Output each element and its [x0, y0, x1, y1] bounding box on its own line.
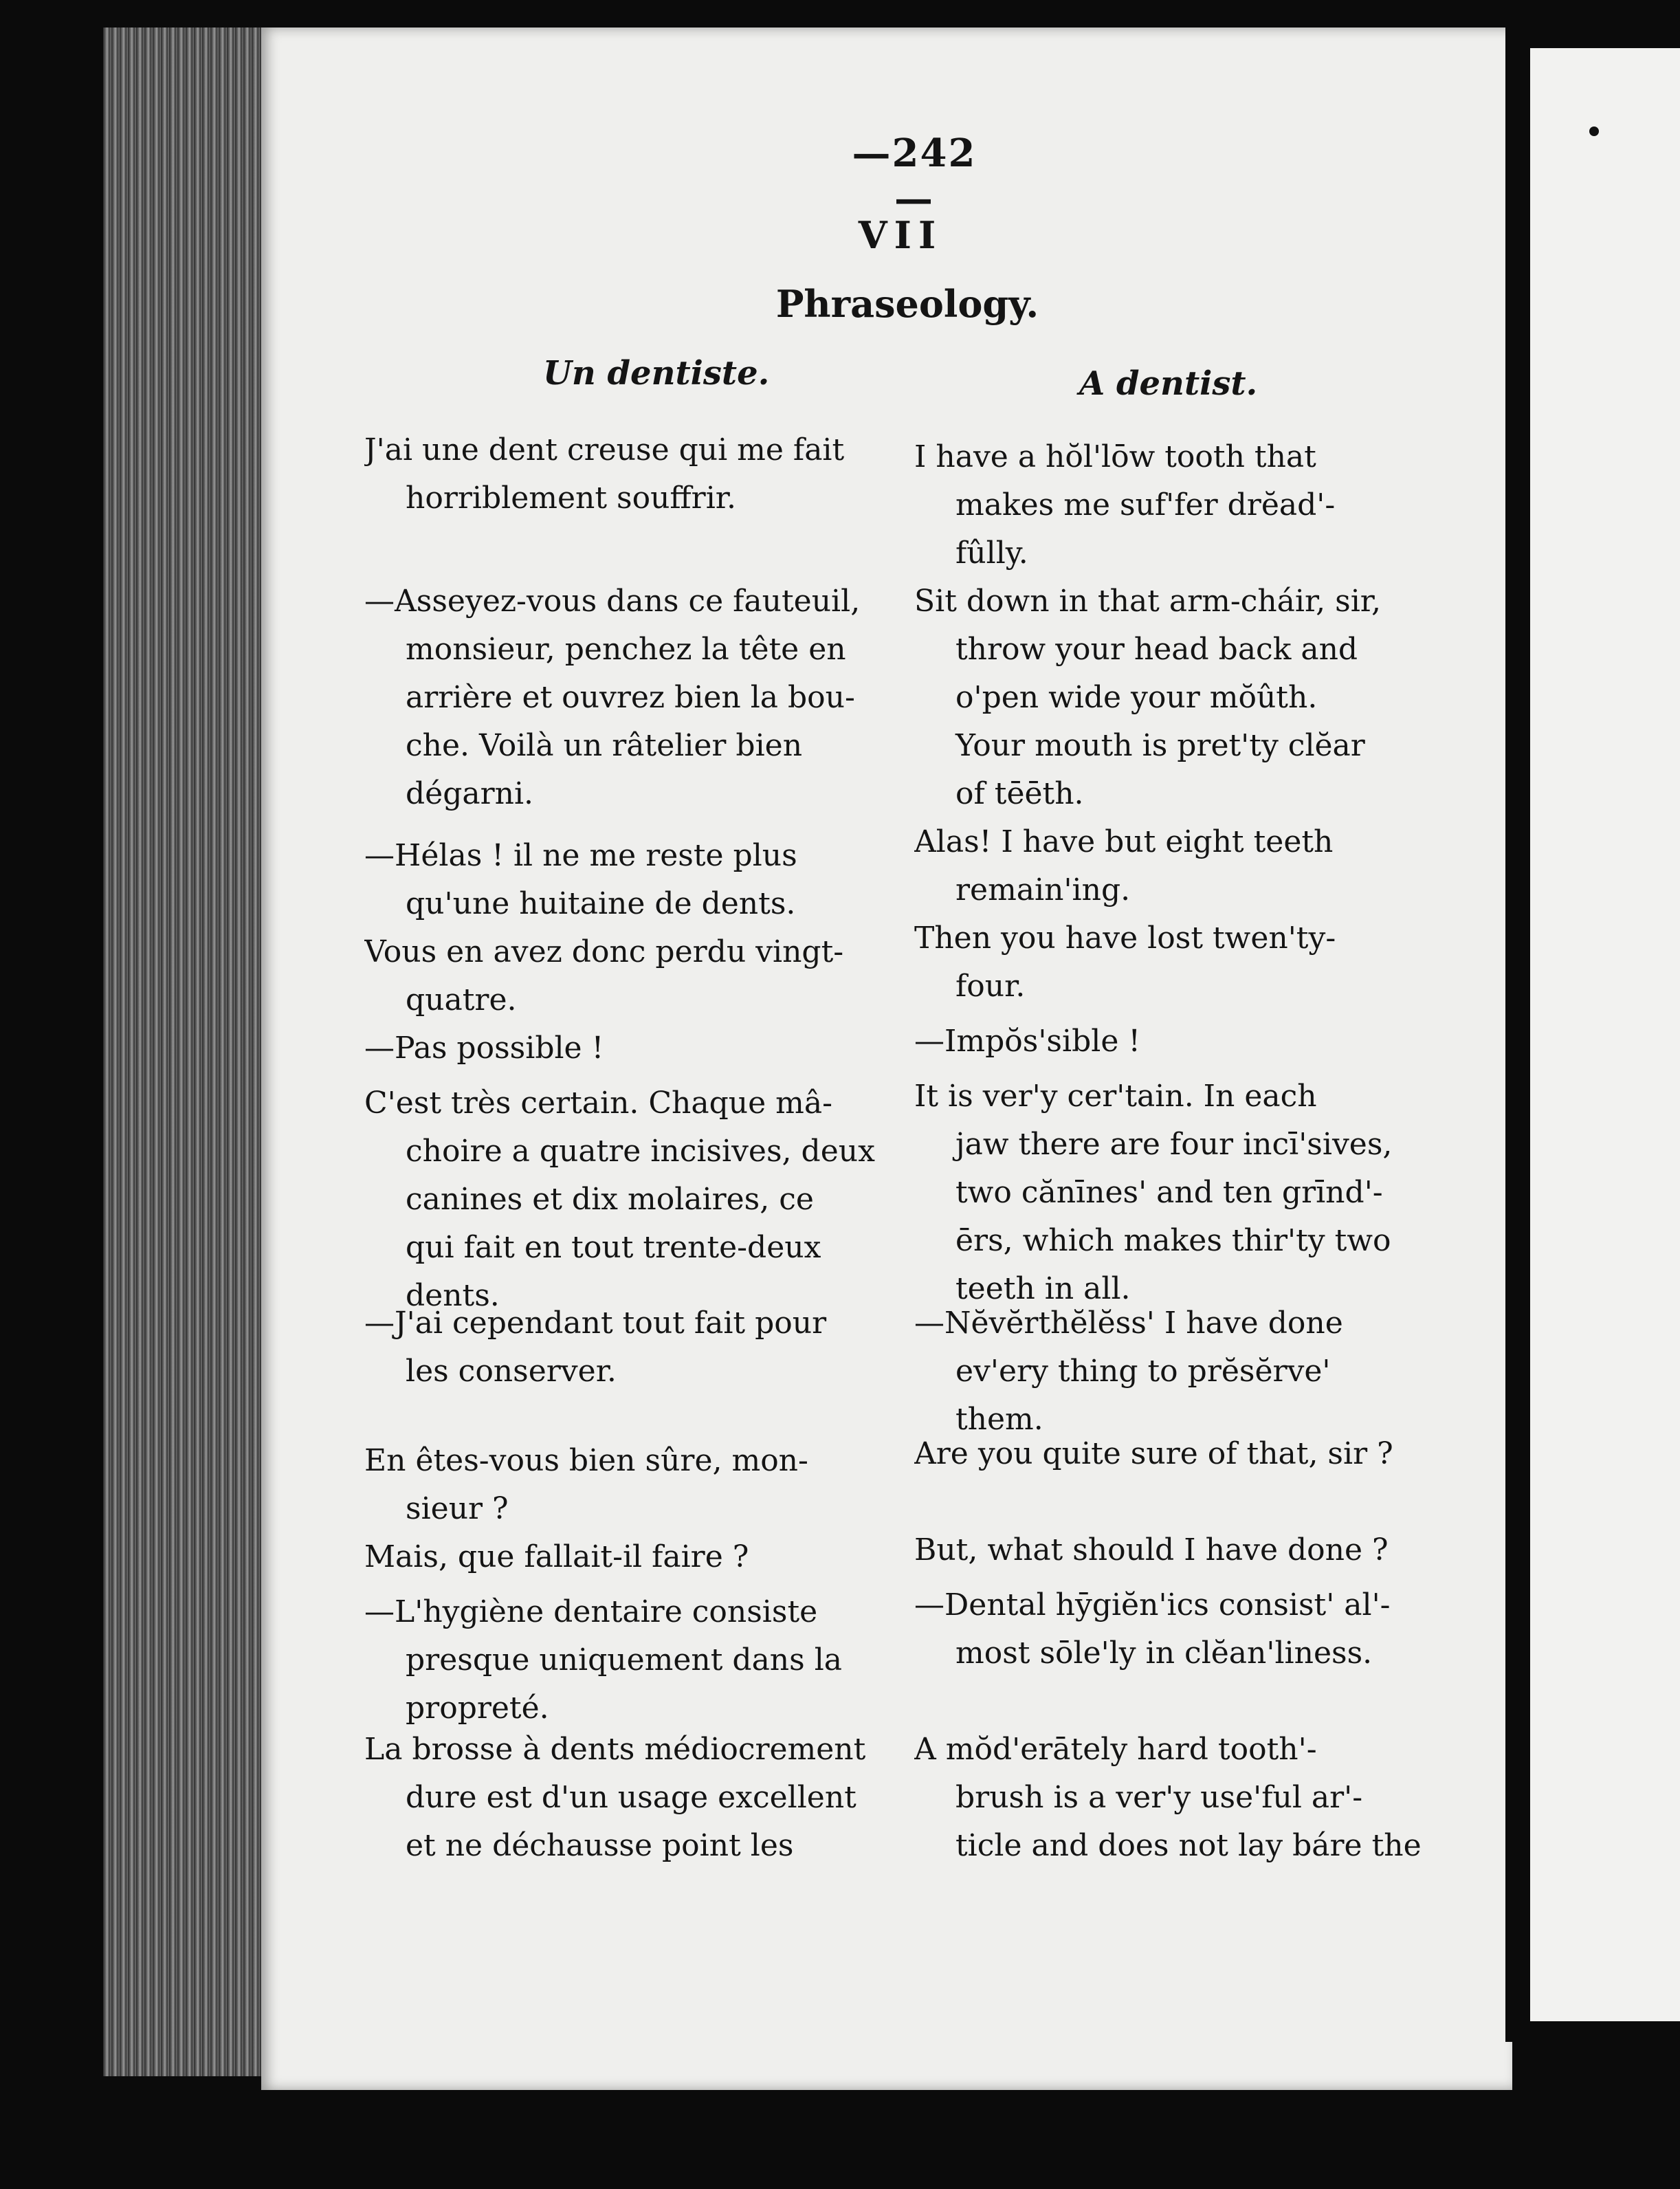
en-dialogue-line: Your mouth is pret'ty clĕar [955, 728, 1365, 763]
page-edges [103, 28, 268, 2076]
en-dialogue-line: A mŏd'erātely hard tooth'- [914, 1732, 1317, 1767]
english-column [914, 426, 1437, 1863]
fr-dialogue-entry [364, 832, 914, 928]
fr-dialogue-entry [364, 426, 914, 522]
fr-dialogue-entry [364, 1588, 914, 1732]
section-title: Phraseology. [775, 282, 1039, 326]
en-dialogue-entry [914, 818, 1437, 914]
fr-dialogue-line: J'ai une dent creuse qui me fait [364, 432, 845, 468]
en-dialogue-entry [914, 1072, 1437, 1313]
en-dialogue-line: But, what should I have done ? [914, 1532, 1389, 1568]
en-dialogue-entry [914, 1581, 1437, 1678]
ink-speck [1589, 126, 1599, 136]
fr-dialogue-line: —L'hygiène dentaire consiste [364, 1594, 818, 1629]
fr-dialogue-line: sieur ? [406, 1491, 509, 1526]
en-dialogue-line: Sit down in that arm-cháir, sir, [914, 584, 1381, 619]
en-dialogue-line: ērs, which makes thir'ty two [955, 1223, 1391, 1258]
fr-dialogue-line: —Hélas ! il ne me reste plus [364, 838, 797, 873]
en-dialogue-line: Then you have lost twen'ty- [914, 921, 1336, 956]
fr-dialogue-line: En êtes-vous bien sûre, mon- [364, 1443, 808, 1478]
fr-dialogue-line: qui fait en tout trente-deux [406, 1230, 821, 1265]
fr-dialogue-line: canines et dix molaires, ce [406, 1182, 814, 1217]
fr-dialogue-line: quatre. [406, 982, 517, 1018]
en-dialogue-line: I have a hŏl'lōw tooth that [914, 439, 1316, 474]
fr-dialogue-entry [364, 1079, 914, 1320]
en-dialogue-line: throw your head back and [955, 632, 1358, 667]
fr-dialogue-line: les conserver. [406, 1354, 617, 1389]
fr-dialogue-entry [364, 1533, 914, 1581]
english-column-header: A dentist. [1079, 364, 1258, 403]
en-dialogue-entry [914, 914, 1437, 1011]
fr-dialogue-line: La brosse à dents médiocrement [364, 1732, 866, 1767]
en-dialogue-line: —Dental hȳgiĕn'ics consist' al'- [914, 1587, 1391, 1622]
fr-dialogue-line: presque uniquement dans la [406, 1642, 843, 1678]
en-dialogue-line: ev'ery thing to prĕsĕrve' [955, 1354, 1331, 1389]
fr-dialogue-line: —Pas possible ! [364, 1031, 604, 1066]
french-column [364, 426, 914, 1863]
section-number: VII [858, 213, 943, 257]
fr-dialogue-entry [364, 1299, 914, 1396]
en-dialogue-entry [914, 1018, 1437, 1066]
fr-dialogue-line: C'est très certain. Chaque mâ- [364, 1086, 832, 1121]
en-dialogue-line: two cănīnes' and ten grīnd'- [955, 1175, 1383, 1210]
en-dialogue-line: —Impŏs'sible ! [914, 1024, 1141, 1059]
fr-dialogue-entry [364, 1437, 914, 1533]
en-dialogue-line: teeth in all. [955, 1271, 1131, 1306]
page-number: —242— [852, 131, 977, 221]
en-dialogue-line: jaw there are four incī'sives, [955, 1127, 1393, 1162]
fr-dialogue-entry [364, 1726, 914, 1870]
fr-dialogue-line: —Asseyez-vous dans ce fauteuil, [364, 584, 861, 619]
en-dialogue-line: most sōle'ly in clĕan'liness. [955, 1636, 1373, 1671]
en-dialogue-line: o'pen wide your mŏûth. [955, 680, 1318, 715]
en-dialogue-line: fûlly. [955, 536, 1028, 571]
fr-dialogue-line: Vous en avez donc perdu vingt- [364, 934, 844, 969]
en-dialogue-line: of tēēth. [955, 776, 1084, 811]
en-dialogue-line: remain'ing. [955, 872, 1131, 908]
en-dialogue-line: —Nĕvĕrthĕlĕss' I have done [914, 1306, 1343, 1341]
fr-dialogue-line: dents. [406, 1278, 500, 1313]
fr-dialogue-line: dure est d'un usage excellent [406, 1780, 856, 1815]
scan-border [0, 2090, 1680, 2189]
fr-dialogue-entry [364, 1024, 914, 1072]
adjacent-page [1530, 48, 1680, 2021]
fr-dialogue-entry [364, 928, 914, 1024]
en-dialogue-line: four. [955, 969, 1026, 1004]
fr-dialogue-line: et ne déchausse point les [406, 1828, 794, 1863]
fr-dialogue-line: dégarni. [406, 776, 534, 811]
en-dialogue-entry [914, 1526, 1437, 1574]
en-dialogue-entry [914, 578, 1437, 818]
en-dialogue-line: them. [955, 1402, 1043, 1437]
en-dialogue-line: Alas! I have but eight teeth [914, 824, 1334, 859]
en-dialogue-entry [914, 433, 1437, 578]
fr-dialogue-line: arrière et ouvrez bien la bou- [406, 680, 855, 715]
en-dialogue-entry [914, 1299, 1437, 1444]
fr-dialogue-line: propreté. [406, 1691, 549, 1726]
fr-dialogue-line: che. Voilà un râtelier bien [406, 728, 803, 763]
en-dialogue-entry [914, 1726, 1437, 1870]
en-dialogue-line: brush is a ver'y use'ful ar'- [955, 1780, 1363, 1815]
fr-dialogue-entry [364, 578, 914, 818]
fr-dialogue-line: horriblement souffrir. [406, 481, 736, 516]
fr-dialogue-line: monsieur, penchez la tête en [406, 632, 846, 667]
en-dialogue-line: ticle and does not lay báre the [955, 1828, 1422, 1863]
en-dialogue-entry [914, 1430, 1437, 1478]
french-column-header: Un dentiste. [543, 354, 770, 393]
fr-dialogue-line: —J'ai cependant tout fait pour [364, 1306, 827, 1341]
fr-dialogue-line: qu'une huitaine de dents. [406, 886, 796, 921]
fr-dialogue-line: Mais, que fallait-il faire ? [364, 1539, 749, 1574]
en-dialogue-line: makes me suf'fer drĕad'- [955, 487, 1336, 522]
fr-dialogue-line: choire a quatre incisives, deux [406, 1134, 875, 1169]
gutter-shadow [1505, 28, 1530, 2042]
en-dialogue-line: It is ver'y cer'tain. In each [914, 1079, 1317, 1114]
en-dialogue-line: Are you quite sure of that, sir ? [914, 1436, 1393, 1471]
